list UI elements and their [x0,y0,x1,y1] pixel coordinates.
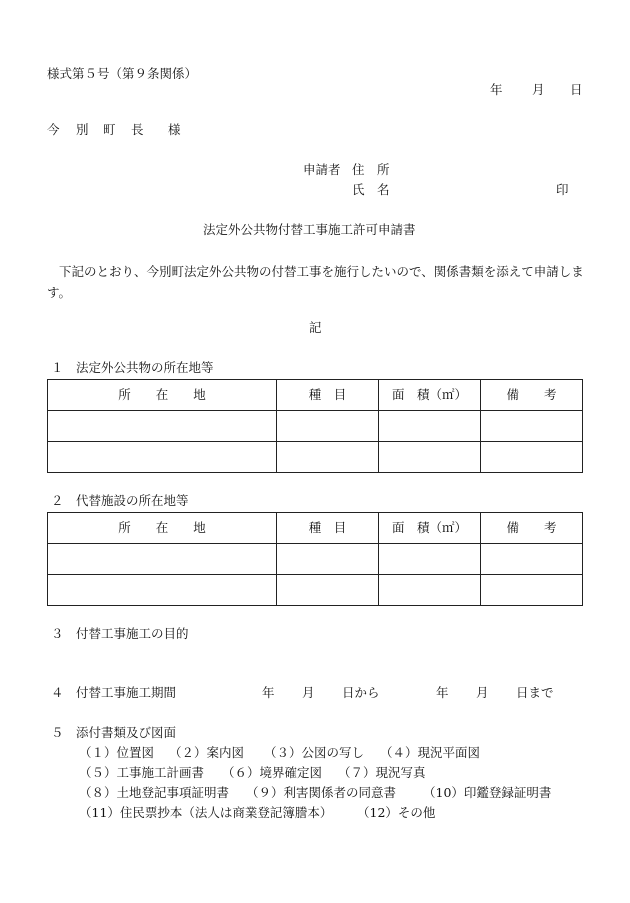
addressee-0: 今 [47,122,60,137]
date-day: 日 [570,82,583,97]
table-cell[interactable] [481,544,583,575]
table-row [48,575,583,606]
table-row [48,544,583,575]
col-header-remarks: 備 考 [481,513,583,544]
attachment-item: （９）利害関係者の同意書 [246,785,397,800]
attachment-item: （３）公図の写し [264,745,365,760]
col-header-type: 種 目 [277,513,379,544]
table-row [48,411,583,442]
col-header-type: 種 目 [277,380,379,411]
section1-table [47,379,583,473]
document-title: 法定外公共物付替工事施工許可申請書 [203,222,416,237]
period-to-year: 年 [436,685,449,700]
applicant-name-label: 氏 名 [352,182,390,197]
table-cell[interactable] [379,575,481,606]
period-to-day: 日まで [516,685,554,700]
table-cell[interactable] [48,575,277,606]
ki-heading: 記 [309,320,322,335]
table-cell[interactable] [481,575,583,606]
attachment-item: （５）工事施工計画書 [79,765,205,780]
col-header-location: 所 在 地 [48,513,277,544]
table-cell[interactable] [277,575,379,606]
date-year: 年 [490,82,503,97]
table-row [48,442,583,473]
addressee-3: 長 [131,122,144,137]
section3-heading: ３ 付替工事施工の目的 [51,626,189,641]
table-cell[interactable] [481,411,583,442]
col-header-area: 面 積（㎡） [379,380,481,411]
table-cell[interactable] [379,411,481,442]
addressee-2: 町 [103,122,116,137]
table-cell[interactable] [48,442,277,473]
table-cell[interactable] [277,442,379,473]
section1-heading: １ 法定外公共物の所在地等 [51,360,214,375]
addressee-honorific: 様 [168,122,181,137]
attachment-item: （４）現況平面図 [380,745,481,760]
table-cell[interactable] [277,411,379,442]
section2-table [47,512,583,606]
attachment-item: （10）印鑑登録証明書 [423,785,552,800]
form-number: 様式第５号（第９条関係） [47,66,198,81]
period-from-month: 月 [302,685,315,700]
attachment-item: （２）案内図 [169,745,245,760]
attachment-item: （１）位置図 [79,745,155,760]
period-from-year: 年 [262,685,275,700]
seal-mark: 印 [556,182,569,197]
body-text: 下記のとおり、今別町法定外公共物の付替工事を施行したいので、関係書類を添えて申請します。 [47,264,584,300]
table-cell[interactable] [48,411,277,442]
period-from-day: 日から [342,685,380,700]
period-to-month: 月 [476,685,489,700]
col-header-area: 面 積（㎡） [379,513,481,544]
col-header-location: 所 在 地 [48,380,277,411]
table-cell[interactable] [481,442,583,473]
table-cell[interactable] [277,544,379,575]
attachment-item: （８）土地登記事項証明書 [79,785,230,800]
date-month: 月 [532,82,545,97]
table-cell[interactable] [48,544,277,575]
section2-heading: ２ 代替施設の所在地等 [51,493,189,508]
table-cell[interactable] [379,442,481,473]
applicant-label: 申請者 [303,162,341,177]
table-cell[interactable] [379,544,481,575]
section4-heading: ４ 付替工事施工期間 [51,685,177,700]
attachment-item: （６）境界確定図 [222,765,323,780]
addressee-1: 別 [76,122,89,137]
attachment-item: （７）現況写真 [338,765,426,780]
attachment-item: （11）住民票抄本（法人は商業登記簿謄本） [79,805,333,820]
attachment-item: （12）その他 [357,805,436,820]
section5-heading: ５ 添付書類及び図面 [51,725,177,740]
col-header-remarks: 備 考 [481,380,583,411]
applicant-address-label: 住 所 [352,162,390,177]
